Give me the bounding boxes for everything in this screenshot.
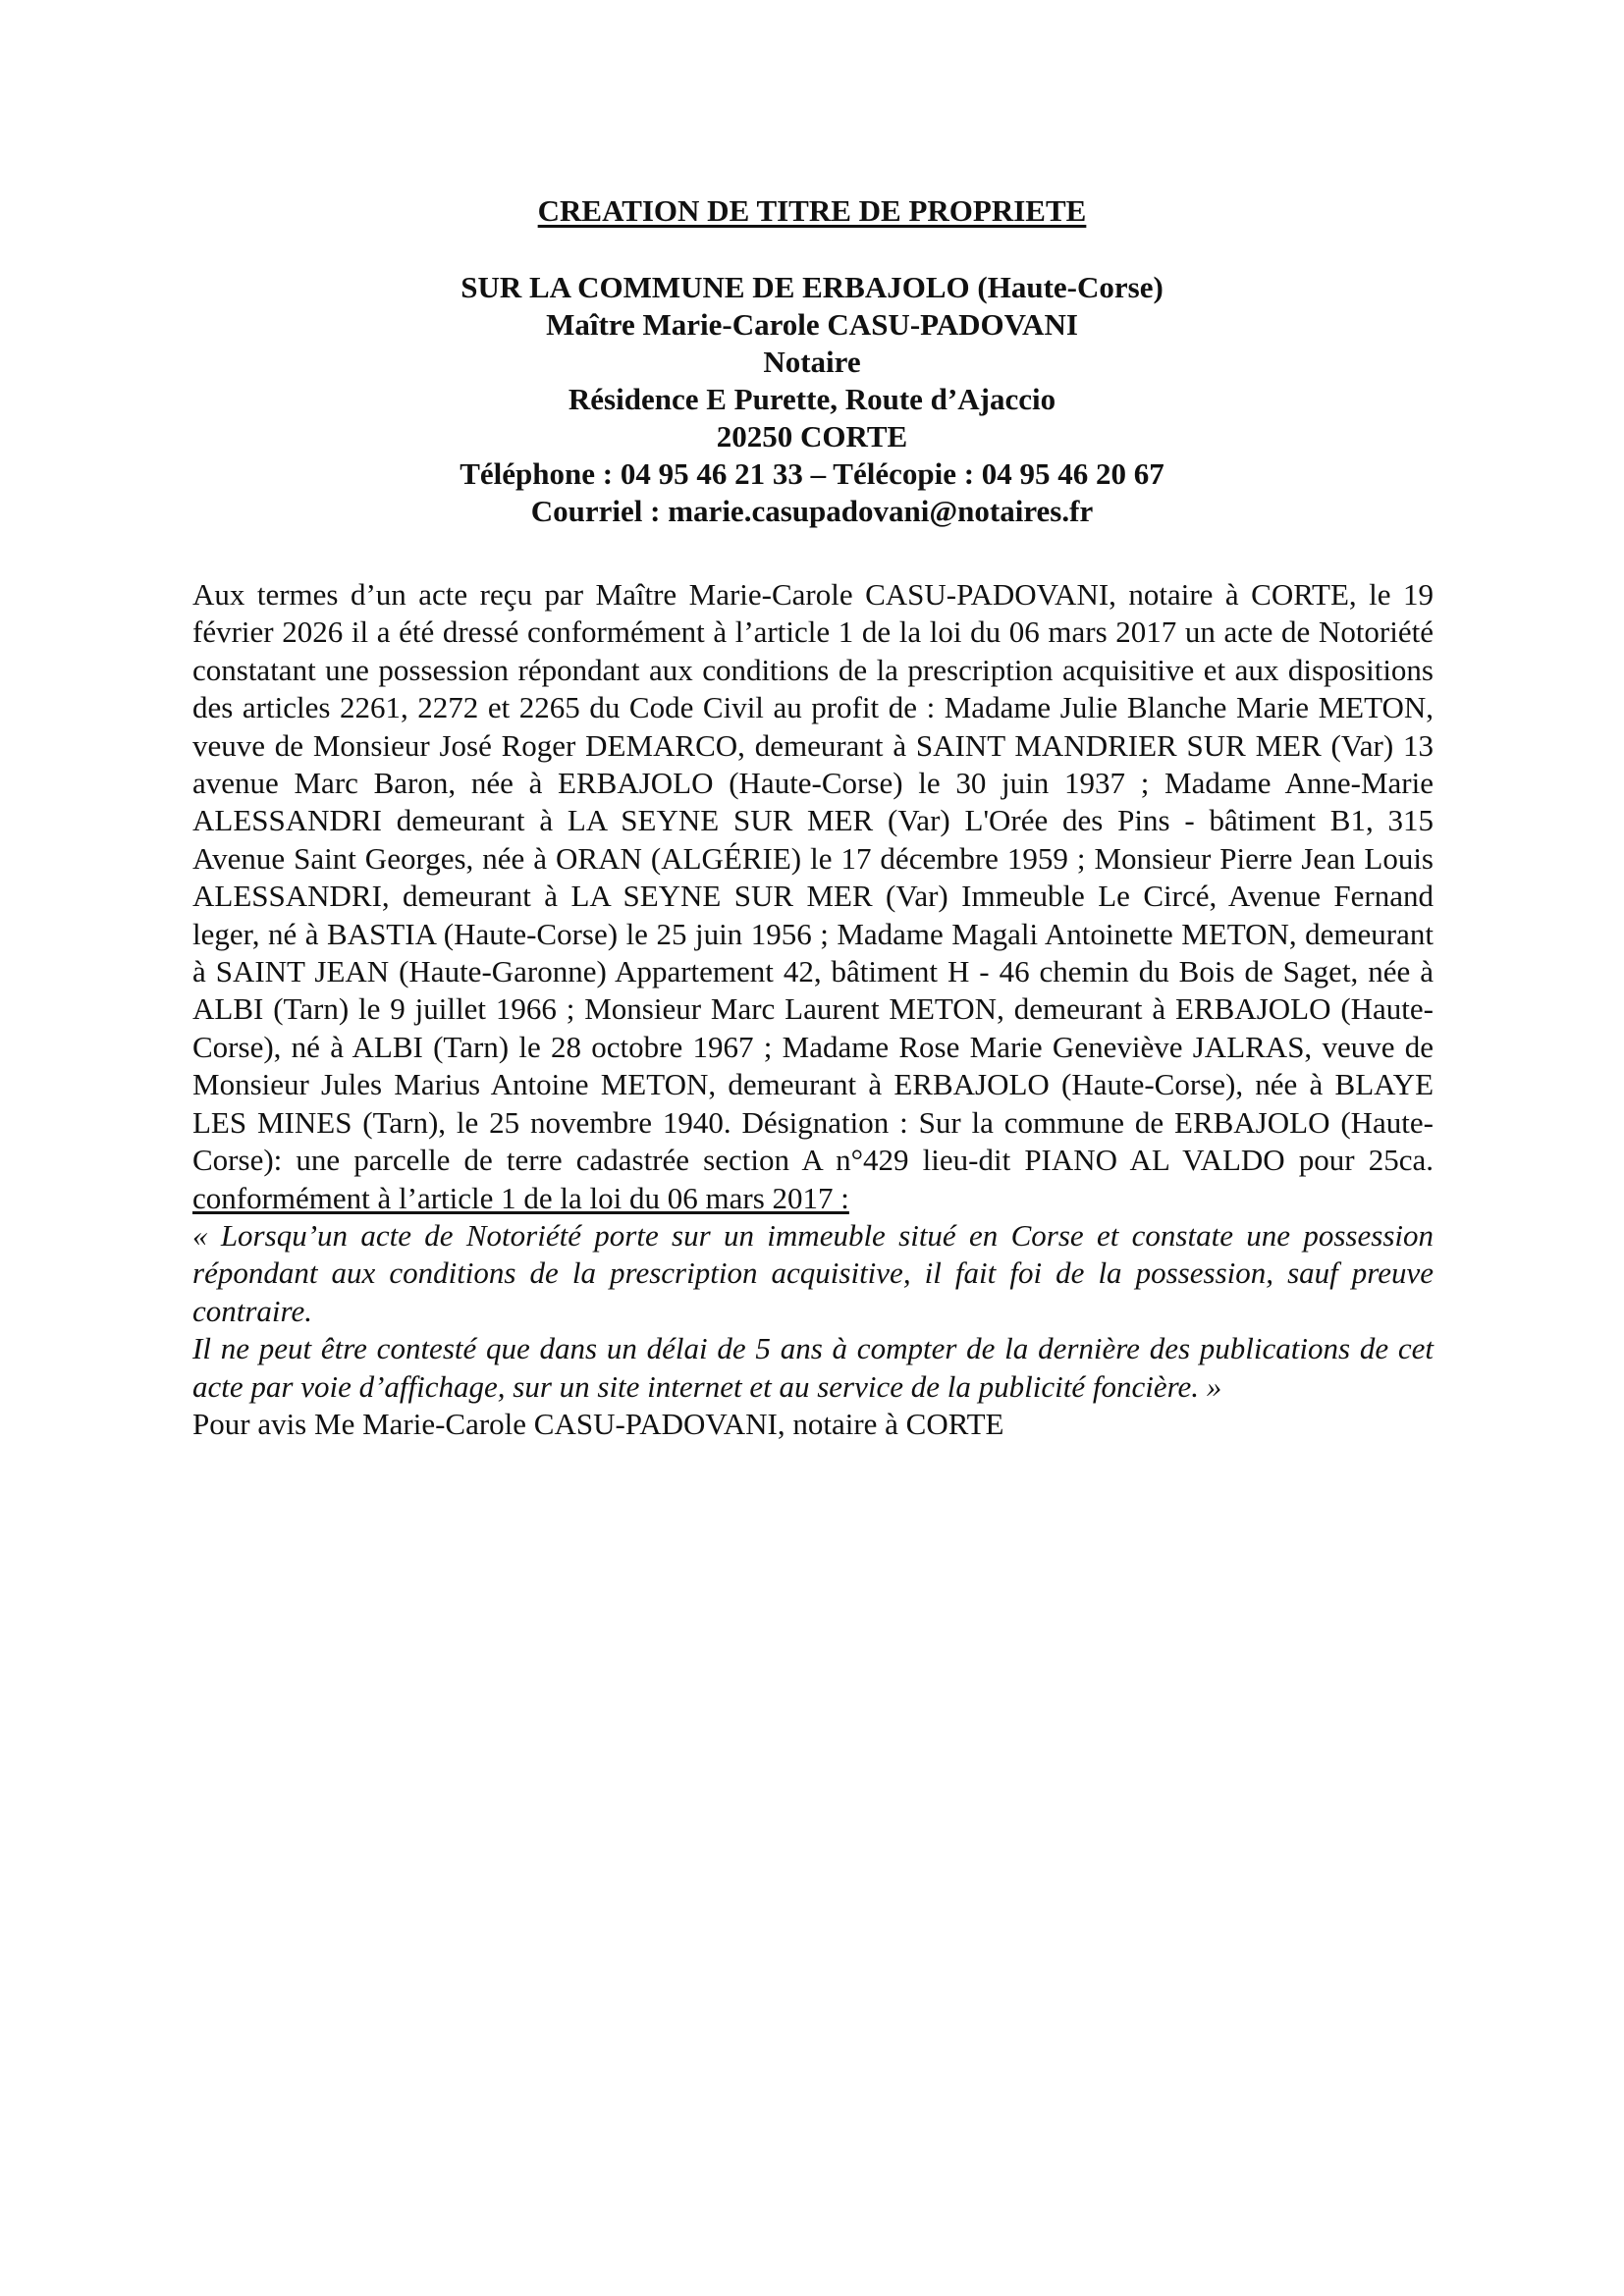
notary-role: Notaire bbox=[763, 345, 861, 379]
notary-email: Courriel : marie.casupadovani@notaires.fr bbox=[530, 494, 1094, 528]
notary-header bbox=[0, 269, 1624, 530]
law-quote-1: « Lorsqu’un acte de Notoriété porte sur un immeuble situé en Corse et constate une possession répondant aux conditions de la prescription acquisitive, il fait foi de la possession, sauf preuve contraire. bbox=[192, 1217, 1434, 1328]
notary-address: Résidence E Purette, Route d’Ajaccio bbox=[568, 382, 1056, 416]
commune-line: SUR LA COMMUNE DE ERBAJOLO (Haute-Corse) bbox=[460, 270, 1164, 304]
notice-paragraph: Aux termes d’un acte reçu par Maître Marie-Carole CASU-PADOVANI, notaire à CORTE, le 19 février 2026 il a été dressé conformément à l’article 1 de la loi du 06 mars 2017 un acte de Notoriété constatant une possession répondant aux conditions de la prescription acquisitive et aux dispositions des articles 2261, 2272 et 2265 du Code Civil au profit de : Madame Julie Blanche Marie METON, veuve de Monsieur José Roger DEMARCO, demeurant à SAINT MANDRIER SUR MER (Var) 13 avenue Marc Baron, née à ERBAJOLO (Haute-Corse) le 30 juin 1937 ; Madame Anne-Marie ALESSANDRI demeurant à LA SEYNE SUR MER (Var) L'Orée des Pins - bâtiment B1, 315 Avenue Saint Georges, née à ORAN (ALGÉRIE) le 17 décembre 1959 ; Monsieur Pierre Jean Louis ALESSANDRI, demeurant à LA SEYNE SUR MER (Var) Immeuble Le Circé, Avenue Fernand leger, né à BASTIA (Haute-Corse) le 25 juin 1956 ; Madame Magali Antoinette METON, demeurant à SAINT JEAN (Haute-Garonne) Appartement 42, bâtiment H - 46 chemin du Bois de Saget, née à ALBI (Tarn) le 9 juillet 1966 ; Monsieur Marc Laurent METON, demeurant à ERBAJOLO (Haute-Corse), né à ALBI (Tarn) le 28 octobre 1967 ; Madame Rose Marie Geneviève JALRAS, veuve de Monsieur Jules Marius Antoine METON, demeurant à ERBAJOLO (Haute-Corse), née à BLAYE LES MINES (Tarn), le 25 novembre 1940. Désignation : Sur la commune de ERBAJOLO (Haute-Corse): une parcelle de terre cadastrée section A n°429 lieu-dit PIANO AL VALDO pour 25ca. bbox=[192, 577, 1434, 1178]
notary-city: 20250 CORTE bbox=[716, 419, 908, 454]
law-reference: conformément à l’article 1 de la loi du 06 mars 2017 : bbox=[192, 1180, 849, 1215]
notary-name: Maître Marie-Carole CASU-PADOVANI bbox=[546, 307, 1078, 342]
law-quote-2: Il ne peut être contesté que dans un délai de 5 ans à compter de la dernière des publications de cet acte par voie d’affichage, sur un site internet et au service de la publicité foncière. » bbox=[192, 1331, 1434, 1404]
sign-off: Pour avis Me Marie-Carole CASU-PADOVANI, notaire à CORTE bbox=[192, 1406, 1004, 1441]
notary-phones: Téléphone : 04 95 46 21 33 – Télécopie : 04 95 46 20 67 bbox=[460, 456, 1164, 491]
document-body bbox=[192, 576, 1434, 1443]
document-title: CREATION DE TITRE DE PROPRIETE bbox=[537, 193, 1087, 228]
